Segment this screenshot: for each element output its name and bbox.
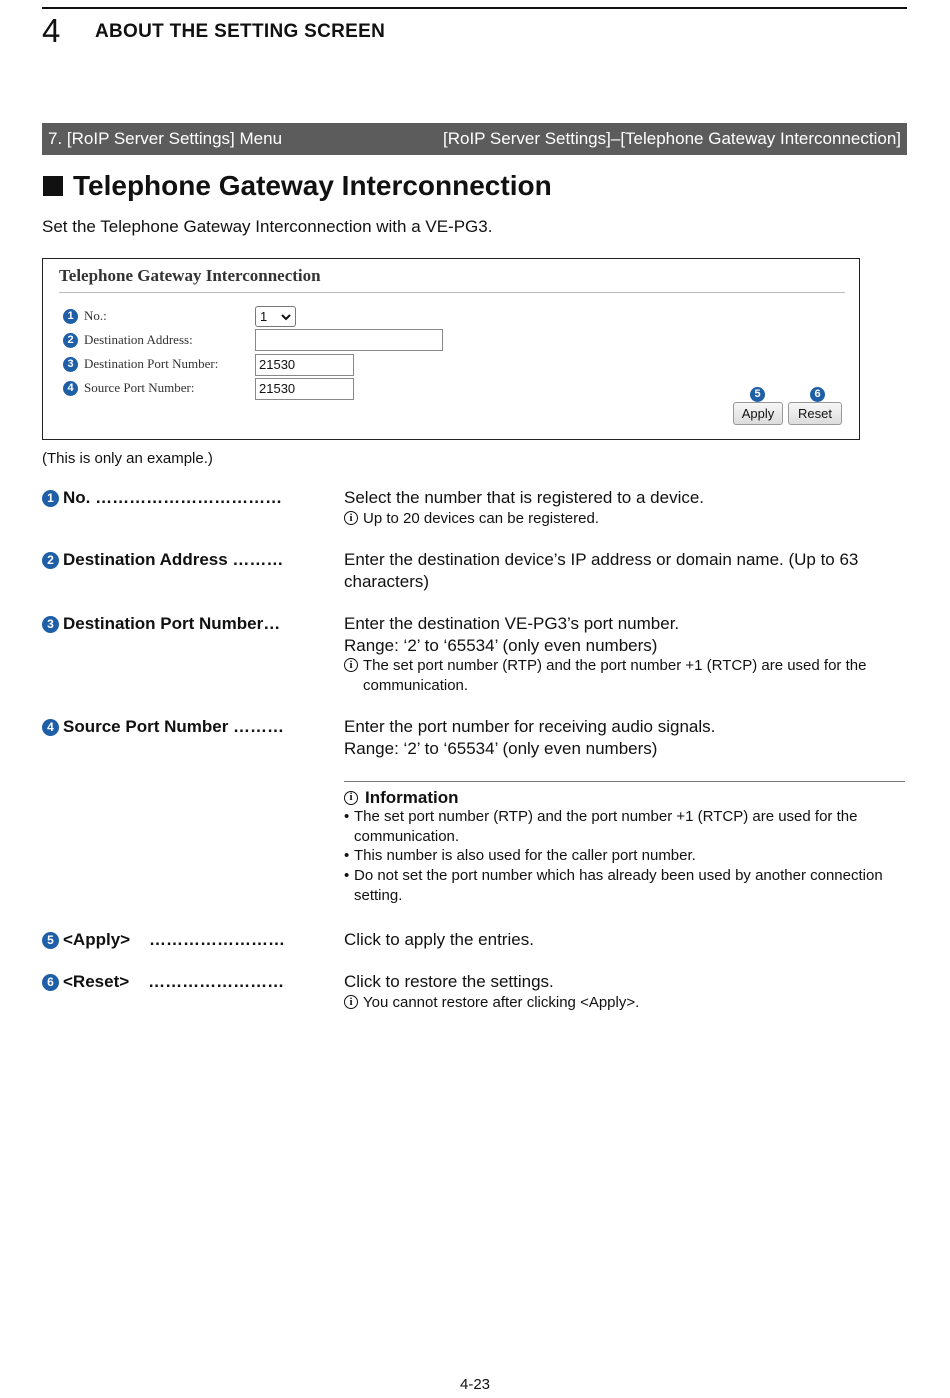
information-bullet: • Do not set the port number which has already been used by another connection setting. bbox=[344, 867, 883, 904]
information-bullet: • This number is also used for the caller port number. bbox=[344, 847, 696, 864]
item-label-destination-address: 2 Destination Address ……… bbox=[42, 549, 283, 571]
number-badge: 1 bbox=[42, 490, 59, 507]
item-description: Enter the port number for receiving audio signals. bbox=[344, 717, 716, 736]
item-description: Enter the destination VE-PG3’s port number. bbox=[344, 614, 680, 633]
no-select[interactable]: 1 bbox=[255, 306, 296, 327]
item-description: Enter the destination device’s IP address or domain name. (Up to 63 characters) bbox=[344, 550, 859, 591]
destination-address-input[interactable] bbox=[255, 329, 443, 351]
black-square-icon bbox=[43, 176, 63, 196]
field-label: No.: bbox=[84, 308, 107, 323]
settings-screenshot-panel bbox=[42, 258, 860, 440]
menu-breadcrumb: [RoIP Server Settings]–[Telephone Gateway Interconnection] bbox=[442, 129, 901, 148]
number-badge: 5 bbox=[750, 387, 765, 402]
field-label: Destination Address: bbox=[84, 332, 193, 347]
item-label-destination-port: 3 Destination Port Number … bbox=[42, 613, 280, 635]
number-badge: 1 bbox=[63, 309, 78, 324]
source-port-input[interactable]: 21530 bbox=[255, 378, 354, 400]
apply-button[interactable]: Apply bbox=[733, 402, 783, 425]
number-badge: 5 bbox=[42, 932, 59, 949]
item-label-reset: 6 <Reset> …………………… bbox=[42, 971, 284, 993]
section-intro: Set the Telephone Gateway Interconnection with a VE-PG3. bbox=[42, 217, 493, 236]
number-badge: 3 bbox=[63, 357, 78, 372]
item-description: Click to apply the entries. bbox=[344, 930, 534, 949]
field-row-source-port bbox=[63, 377, 194, 399]
information-bullet: • The set port number (RTP) and the port number +1 (RTCP) are used for the communication. bbox=[344, 808, 858, 845]
number-badge: 4 bbox=[63, 381, 78, 396]
info-circle-icon: i bbox=[344, 995, 358, 1009]
destination-port-input[interactable]: 21530 bbox=[255, 354, 354, 376]
field-label: Source Port Number: bbox=[84, 380, 195, 395]
item-note: i You cannot restore after clicking <Apply>. bbox=[344, 993, 904, 1013]
item-label-no: 1 No. …………………………… bbox=[42, 487, 282, 509]
number-badge: 2 bbox=[42, 552, 59, 569]
info-circle-icon: i bbox=[344, 658, 358, 672]
item-note: i The set port number (RTP) and the port number +1 (RTCP) are used for the communication. bbox=[344, 656, 904, 695]
field-row-destination-port bbox=[63, 353, 218, 375]
item-label-source-port: 4 Source Port Number ……… bbox=[42, 716, 284, 738]
field-row-destination-address bbox=[63, 329, 193, 351]
info-circle-icon: i bbox=[344, 511, 358, 525]
field-label: Destination Port Number: bbox=[84, 356, 219, 371]
information-divider bbox=[344, 781, 905, 782]
number-badge: 6 bbox=[810, 387, 825, 402]
panel-divider bbox=[59, 292, 845, 293]
chapter-number: 4 bbox=[42, 12, 61, 49]
information-heading: i Information bbox=[344, 787, 459, 808]
number-badge: 6 bbox=[42, 974, 59, 991]
reset-button[interactable]: Reset bbox=[788, 402, 842, 425]
number-badge: 3 bbox=[42, 616, 59, 633]
number-badge: 4 bbox=[42, 719, 59, 736]
item-range: Range: ‘2’ to ‘65534’ (only even numbers) bbox=[344, 636, 658, 655]
header-rule bbox=[42, 7, 907, 9]
menu-name: 7. [RoIP Server Settings] Menu bbox=[48, 129, 283, 148]
item-description: Select the number that is registered to a device. bbox=[344, 488, 705, 507]
item-note: i Up to 20 devices can be registered. bbox=[344, 509, 904, 529]
item-description: Click to restore the settings. bbox=[344, 972, 554, 991]
item-range: Range: ‘2’ to ‘65534’ (only even numbers) bbox=[344, 739, 658, 758]
page-number: 4-23 bbox=[459, 1376, 491, 1393]
field-row-no bbox=[63, 305, 107, 327]
section-title bbox=[42, 168, 552, 204]
number-badge: 2 bbox=[63, 333, 78, 348]
chapter-title: ABOUT THE SETTING SCREEN bbox=[95, 21, 386, 42]
section-title-text: Telephone Gateway Interconnection bbox=[73, 170, 552, 201]
info-circle-icon: i bbox=[344, 791, 358, 805]
item-label-apply: 5 <Apply> …………………… bbox=[42, 929, 285, 951]
menu-path-bar bbox=[42, 123, 907, 155]
example-caption: (This is only an example.) bbox=[42, 450, 213, 467]
panel-title: Telephone Gateway Interconnection bbox=[59, 266, 321, 285]
